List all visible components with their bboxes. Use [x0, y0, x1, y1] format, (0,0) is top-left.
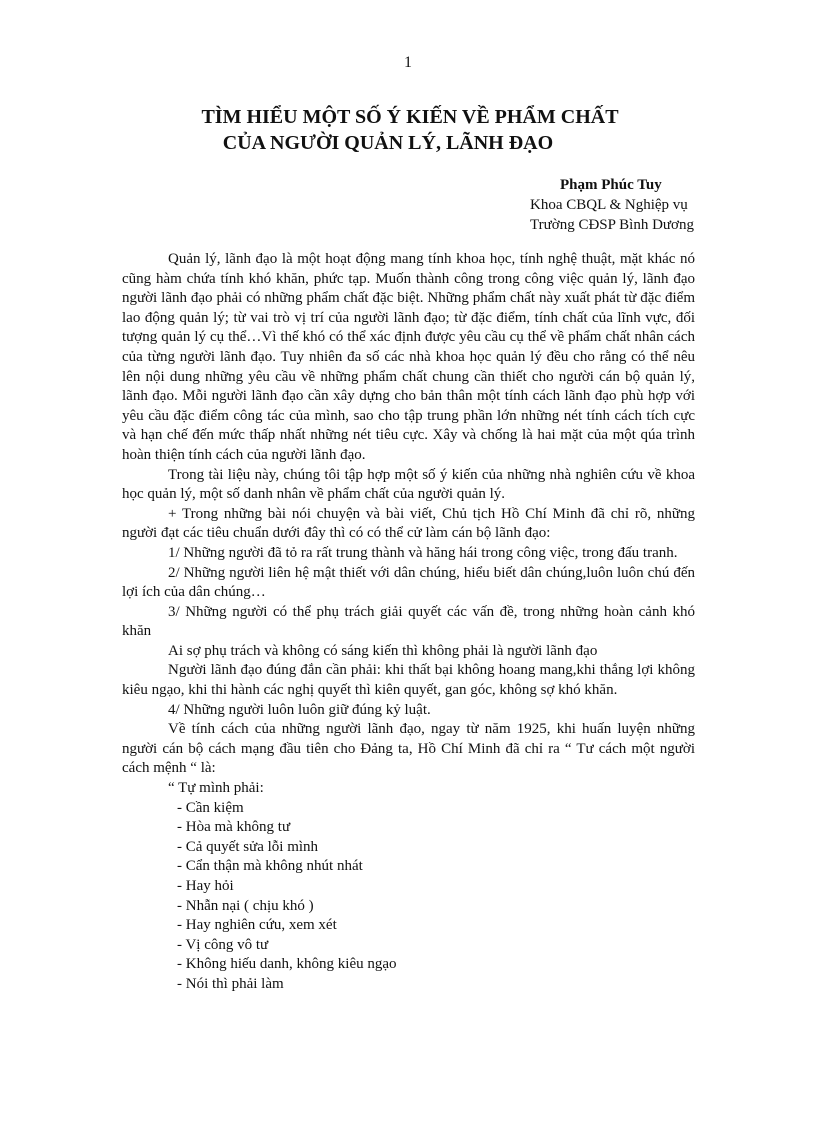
- list-item: - Cẩn thận mà không nhút nhát: [177, 858, 363, 875]
- author-department: Khoa CBQL & Nghiệp vụ: [530, 197, 688, 213]
- paragraph-scope: Trong tài liệu này, chúng tôi tập hợp một số ý kiến của những nhà nghiên cứu về khoa học quản lý, một số danh nhân về phẩm chất của người quản lý.: [122, 466, 695, 503]
- paragraph-ho-chi-minh: + Trong những bài nói chuyện và bài viết, Chủ tịch Hồ Chí Minh đã chỉ rõ, những người đạt các tiêu chuẩn dưới đây thì có có thể cử làm cán bộ lãnh đạo:: [122, 505, 695, 542]
- criterion-1: 1/ Những người đã tỏ ra rất trung thành và hăng hái trong công việc, trong đấu tranh.: [168, 544, 678, 561]
- title-line-1: TÌM HIỂU MỘT SỐ Ý KIẾN VỀ PHẨM CHẤT: [201, 106, 619, 128]
- document-body: [122, 250, 695, 995]
- list-item: - Hay hỏi: [177, 878, 234, 894]
- author-school: Trường CĐSP Bình Dương: [530, 217, 694, 233]
- criterion-4: 4/ Những người luôn luôn giữ đúng kỷ luật.: [168, 701, 431, 718]
- list-item: - Cả quyết sửa lỗi mình: [177, 838, 319, 855]
- author-name: Phạm Phúc Tuy: [560, 177, 662, 193]
- criterion-2: 2/ Những người liên hệ mật thiết với dân chúng, hiểu biết dân chúng,luôn luôn chú đến lợi ích của dân chúng…: [122, 564, 695, 601]
- paragraph-correct-leader: Người lãnh đạo đúng đắn cần phải: khi thất bại không hoang mang,khi thắng lợi không kiêu ngạo, khi thi hành các nghị quyết thì kiên quyết, gan góc, không sợ khó khăn.: [122, 662, 695, 699]
- paragraph-intro: Quản lý, lãnh đạo là một hoạt động mang tính khoa học, tính nghệ thuật, mặt khác nó cũng hàm chứa tính khó khăn, phức tạp. Muốn thành công trong công việc quản lý, lãnh đạo người lãnh đạo phải có những phẩm chất đặc biệt. Những phẩm chất này xuất phát từ đặc điểm lao động quản lý; từ vai trò vị trí của người lãnh đạo; từ đặc điểm, tính chất của lĩnh vực, đối tượng quản lý cụ thể…Vì thế khó có thể xác định được yêu cầu cụ thể về phẩm chất nhân cách của từng người lãnh đạo. Tuy nhiên đa số các nhà khoa học quản lý đều cho rằng có thể nêu lên nội dung những yêu cầu về những phẩm chất chung cần thiết cho người cán bộ quản lý, lãnh đạo. Mỗi người lãnh đạo cần xây dựng cho bản thân một tính cách lãnh đạo phù hợp với yêu cầu đặc điểm công tác của mình, sao cho tập trung phần lớn những nét tính cách tích cực và hạn chế đến mức thấp nhất những nét tiêu cực. Xây và chống là hai mặt của một qúa trình hoàn thiện tính cách của người lãnh đạo.: [122, 251, 695, 463]
- criterion-3: 3/ Những người có thể phụ trách giải quyết các vấn đề, trong những hoàn cảnh khó khăn: [122, 603, 695, 640]
- list-item: - Hay nghiên cứu, xem xét: [177, 917, 337, 934]
- title-line-2: CỦA NGƯỜI QUẢN LÝ, LÃNH ĐẠO: [222, 132, 554, 154]
- paragraph-1925: Về tính cách của những người lãnh đạo, ngay từ năm 1925, khi huấn luyện những người cán bộ cách mạng đầu tiên cho Đảng ta, Hồ Chí Minh đã chỉ ra “ Tư cách một người cách mệnh “ là:: [122, 721, 695, 777]
- list-item: - Nói thì phải làm: [177, 975, 284, 992]
- paragraph-responsibility: Ai sợ phụ trách và không có sáng kiến thì không phải là người lãnh đạo: [168, 642, 598, 659]
- list-item: - Cần kiệm: [177, 799, 244, 816]
- qualities-list: [122, 799, 695, 995]
- list-item: - Hòa mà không tư: [177, 819, 291, 836]
- author-block: [530, 175, 694, 235]
- list-item: - Vị công vô tư: [177, 936, 269, 953]
- list-item: - Nhẫn nại ( chịu khó ): [177, 897, 314, 914]
- list-item: - Không hiếu danh, không kiêu ngạo: [177, 956, 397, 973]
- paragraph-self-must: “ Tự mình phải:: [168, 780, 264, 797]
- page-number: 1: [404, 54, 412, 71]
- document-title: [0, 104, 816, 156]
